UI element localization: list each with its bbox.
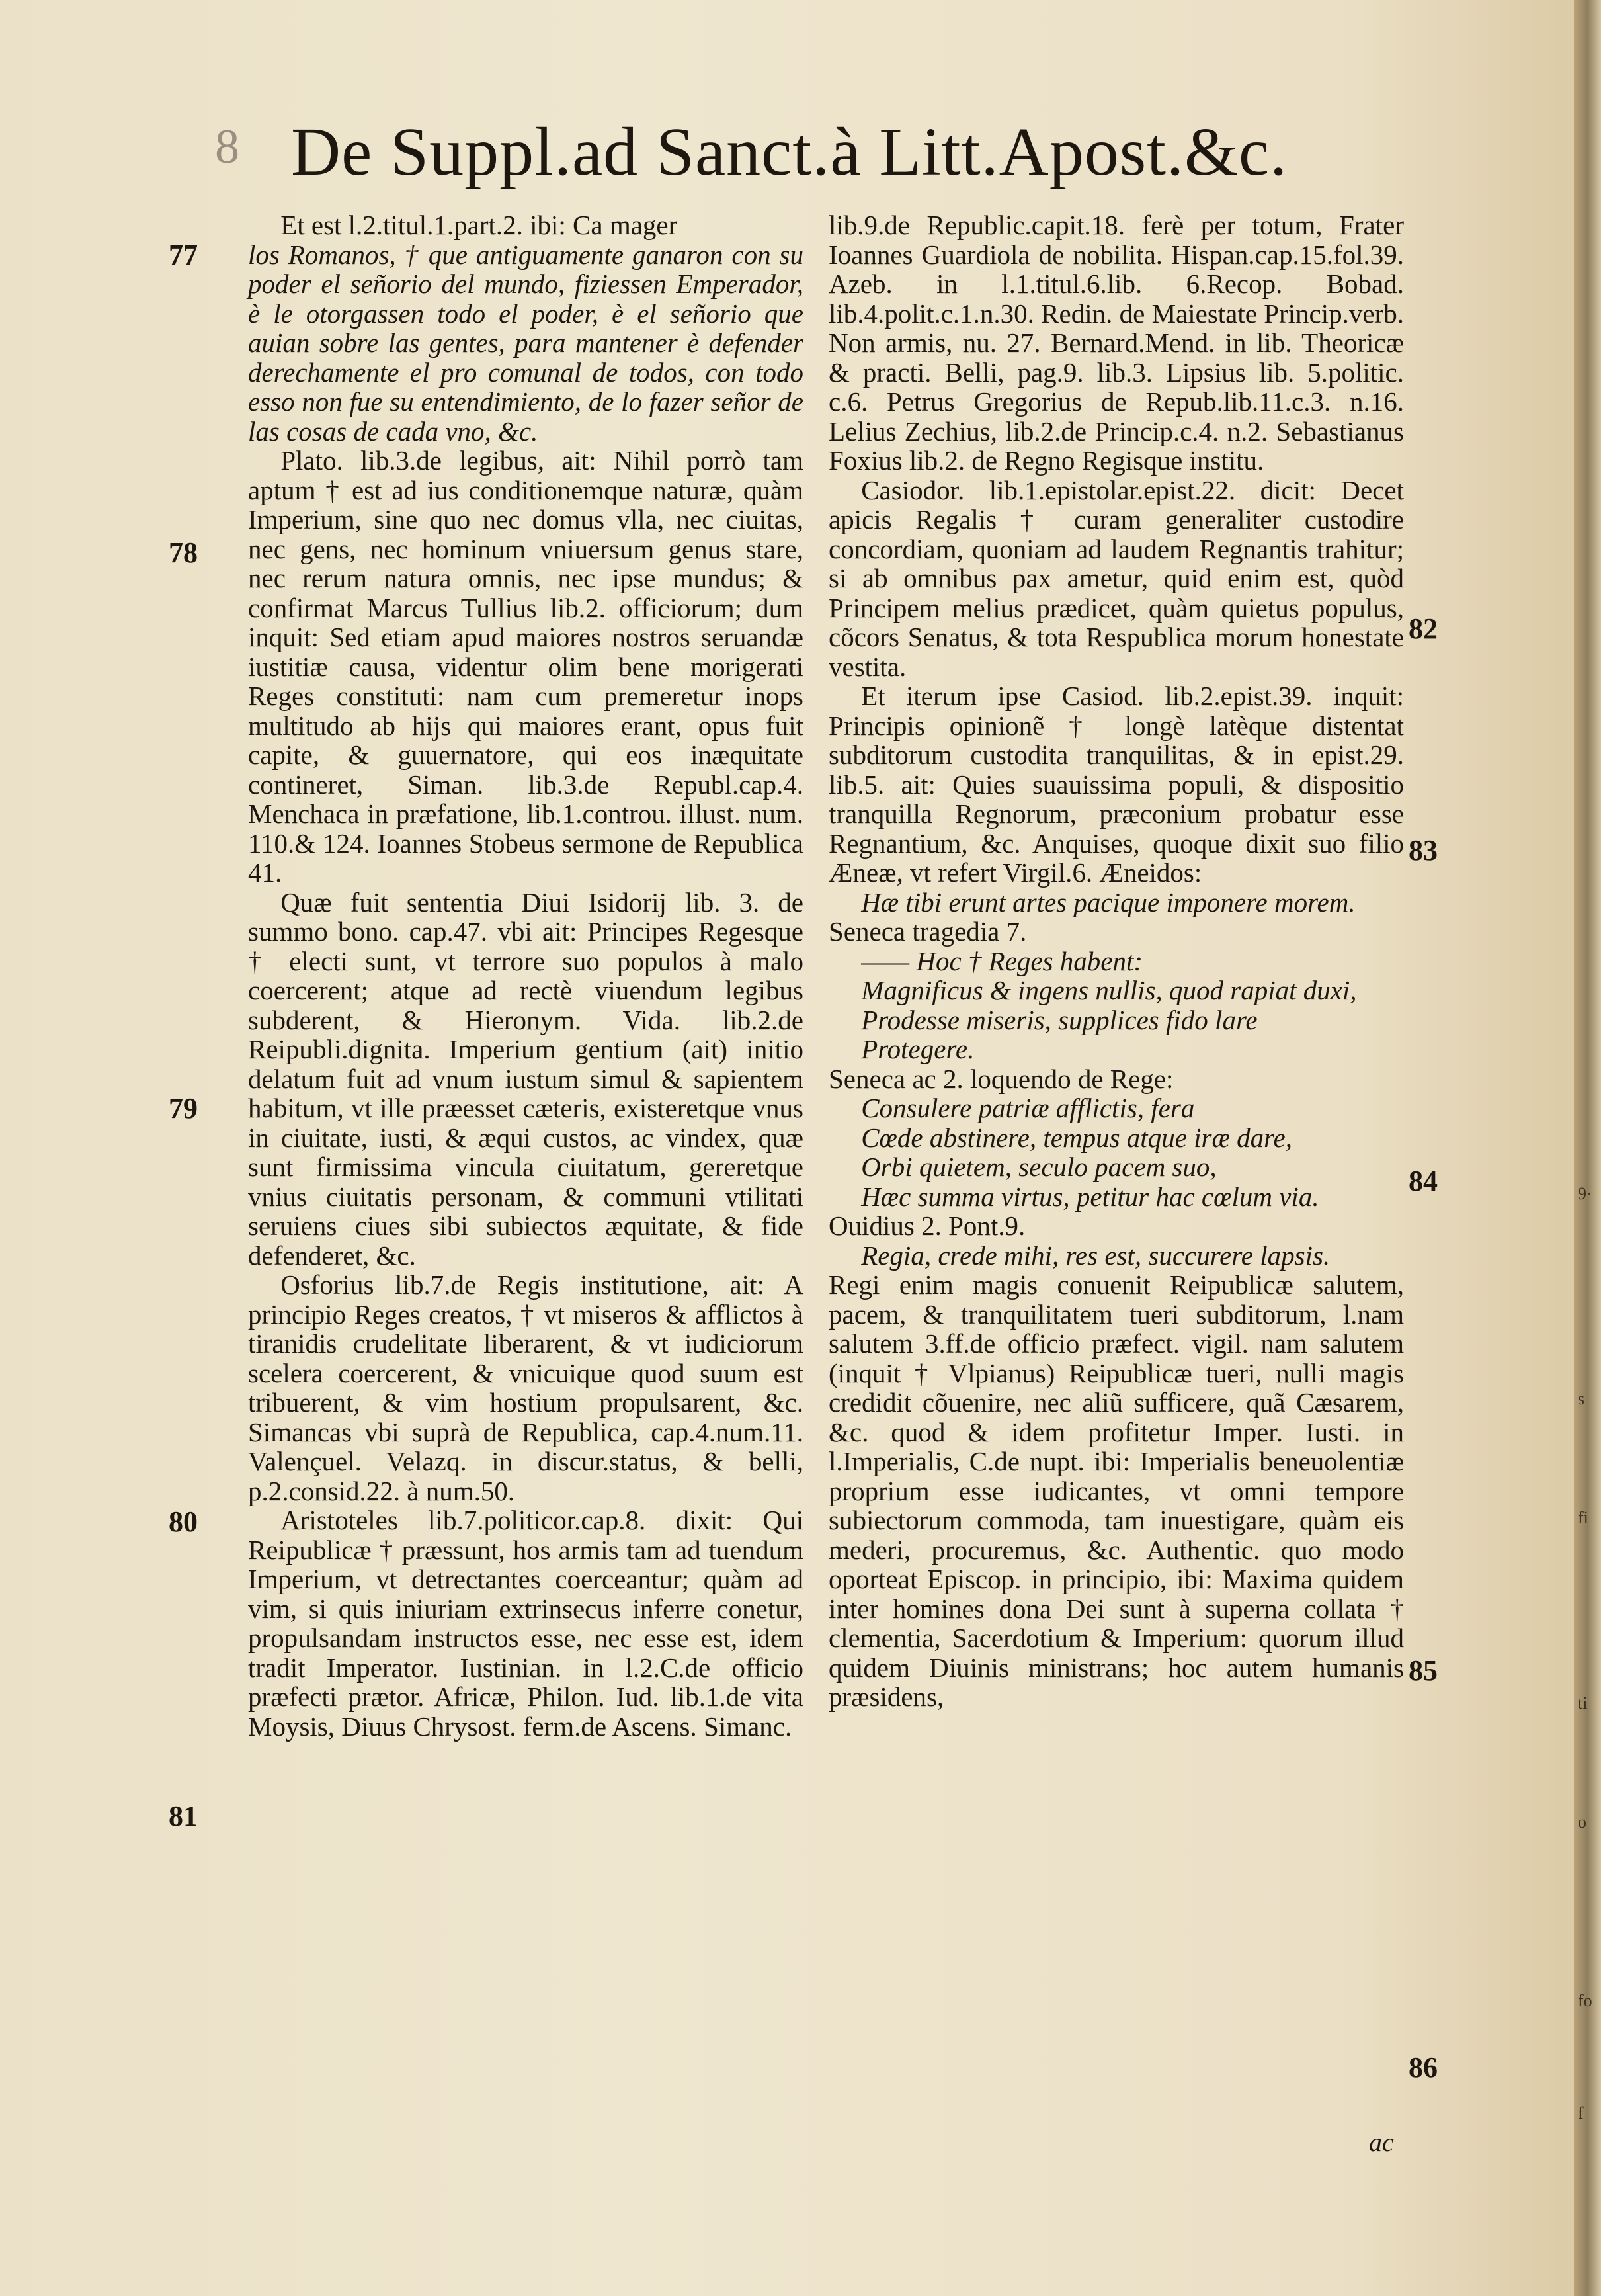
verse-line: Cœde abstinere, tempus atque iræ dare, — [861, 1122, 1292, 1153]
margin-number: 80 — [169, 1506, 198, 1538]
margin-number: 82 — [1409, 613, 1438, 645]
verse-line: Hæc summa virtus, petitur hac cœlum via. — [861, 1181, 1319, 1212]
verse-line: Prodesse miseris, supplices fido lare — [861, 1004, 1258, 1035]
citation: Seneca tragedia 7. — [829, 916, 1027, 947]
edge-fragment: ti — [1578, 1693, 1588, 1713]
paragraph: Et est l.2.titul.1.part.2. ibi: Ca mager — [280, 210, 678, 240]
running-header — [198, 112, 1309, 198]
margin-number: 79 — [169, 1092, 198, 1125]
verse-line: Orbi quietem, seculo pacem suo, — [861, 1152, 1217, 1182]
margin-number: 86 — [1409, 2051, 1438, 2084]
citation: Ouidius 2. Pont.9. — [829, 1211, 1026, 1241]
adjacent-page-edge — [1574, 0, 1601, 2296]
paragraph: Plato. lib.3.de legibus, ait: Nihil porrò tam aptum † est ad ius conditionemque naturæ, quàm Imperium, sine quo nec domus vlla, nec ciuitas, nec gens, nec hominum vniuersum genus stare, nec rerum natura omnis, nec ipse mundus; & confirmat Marcus Tullius lib.2. officiorum; dum inquit: Sed etiam apud maiores nostros seruandæ iustitiæ causa, videntur olim bene morigerati Reges constituti: nam cum premeretur inops multitudo ab hijs qui maiores erant, opus fuit capite, & guuernatore, qui eos inæquitate contineret, Siman. lib.3.de Republ.cap.4. Menchaca in præfatione, lib.1.controu. illust. num. 110.& 124. Ioannes Stobeus sermone de Republica 41. — [248, 445, 803, 888]
verse-line: Hæ tibi erunt artes pacique imponere morem. — [861, 886, 1356, 917]
margin-number: 77 — [169, 239, 198, 271]
catchword: ac — [1369, 2127, 1394, 2157]
margin-number: 84 — [1409, 1165, 1438, 1197]
edge-fragment: f — [1578, 2104, 1584, 2123]
edge-fragment: s — [1578, 1389, 1585, 1408]
paragraph: Quæ fuit sententia Diui Isidorij lib. 3. de summo bono. cap.47. vbi ait: Principes Regesque † electi sunt, vt terrore suo populos à malo coercerent; atque ad rectè viuendum legibus subderent, & Hieronym. Vida. lib.2.de Reipubli.dignita. Imperium gentium (ait) initio delatum fuit ad vnum iustum simul & sapientem habitum, vt ille præesset cæteris, existeretque vnus in ciuitate, iusti, & æqui custos, ac vindex, quæ sunt firmissima vincula ciuitatum, gereretque vnius ciuitatis personam, & communi vtilitati seruiens ciues sibi subiectos æquitate, & fide defenderet, &c. — [248, 886, 803, 1271]
paragraph: Casiodor. lib.1.epistolar.epist.22. dicit: Decet apicis Regalis † curam generaliter custodire concordiam, quoniam ad laudem Regnantis trahitur; si ab omnibus pax ametur, quid enim est, quòd Principem melius prædicet, quàm quietus populus, cõcors Senatus, & tota Respublica morum honestate vestita. — [829, 474, 1404, 682]
paragraph: lib.9.de Republic.capit.18. ferè per totum, Frater Ioannes Guardiola de nobilita. Hispan.cap.15.fol.39. Azeb. in l.1.titul.6.lib. 6.Recop. Bobad. lib.4.polit.c.1.n.30. Redin. de Maiestate Princip.verb. Non armis, nu. 27. Bernard.Mend. in lib. Theoricæ & practi. Belli, pag.9. lib.3. Lipsius lib. 5.politic. c.6. Petrus Gregorius de Repub.lib.11.c.3. n.16. Lelius Zechius, lib.2.de Princip.c.4. n.2. Sebastianus Foxius lib.2. de Regno Regisque institu. — [829, 210, 1404, 476]
paragraph: Aristoteles lib.7.politicor.cap.8. dixit: Qui Reipublicæ † præssunt, hos armis tam ad tuendum Imperium, vt detrectantes coerceantur; quàm ad vim, si quis iniuriam extrinsecus inferre conetur, propulsandam instructos esse, nec esse est, idem tradit Imperator. Iustinian. in l.2.C.de officio præfecti prætor. Africæ, Philon. Iud. lib.1.de vita Moysis, Diuus Chrysost. ferm.de Ascens. Simanc. — [248, 1505, 803, 1742]
edge-fragment: o — [1578, 1812, 1586, 1832]
verse-line: Consulere patriæ afflictis, fera — [861, 1093, 1195, 1123]
verse-line: Protegere. — [861, 1034, 975, 1064]
right-column — [829, 210, 1404, 1712]
edge-fragment: 9· — [1578, 1184, 1592, 1203]
folio-number: 8 — [215, 120, 239, 174]
verse-line: —— Hoc † Reges habent: — [861, 945, 1143, 976]
margin-number: 81 — [169, 1800, 198, 1832]
paragraph: Et iterum ipse Casiod. lib.2.epist.39. inquit: Principis opinionẽ † longè latèque distentat subditorum custodita tranquilitas, & in epist.29. lib.5. ait: Quies suauissima populi, & dispositio tranquilla Regnorum, præconium probatur esse Regnantium, &c. Anquises, quoque dixit suo filio Æneæ, vt refert Virgil.6. Æneidos: — [829, 681, 1404, 888]
left-column — [248, 210, 803, 1741]
verse-line: Regia, crede mihi, res est, succurere lapsis. — [861, 1240, 1331, 1271]
running-title: De Suppl.ad Sanct.à Litt.Apost.&c. — [291, 114, 1288, 190]
edge-fragment: fo — [1578, 1991, 1592, 2010]
margin-number: 85 — [1409, 1654, 1438, 1687]
paragraph: los Romanos, † que antiguamente ganaron con su poder el señorio del mundo, fiziessen Emperador, è le otorgassen todo el poder, è el señorio que auian sobre las gentes, para mantener è defender derechamente el pro comunal de todos, con todo esso non fue su entendimiento, de lo fazer señor de las cosas de cada vno, &c. — [248, 239, 803, 446]
citation: Seneca ac 2. loquendo de Rege: — [829, 1063, 1174, 1094]
edge-fragment: fi — [1578, 1508, 1588, 1527]
paragraph: Regi enim magis conuenit Reipublicæ salutem, pacem, & tranquilitatem tueri subditorum, l.nam salutem 3.ff.de officio præfect. vigil. nam salutem (inquit † Vlpianus) Reipublicæ tueri, nulli magis credidit cõuenire, nec aliũ sufficere, quã Cæsarem, &c. quod & idem profitetur Imper. Iusti. in l.Imperialis, C.de nupt. ibi: Imperialis beneuolentiæ proprium esse iudicantes, vt omni tempore subiectorum commoda, tam inuestigare, quàm eis mederi, procuremus, &c. Authentic. quo modo oporteat Episcop. in principio, ibi: Maxima quidem inter homines dona Dei sunt à superna collata † clementia, Sacerdotium & Imperium: quorum illud quidem Diuinis ministrans; hoc autem humanis præsidens, — [829, 1269, 1404, 1712]
margin-number: 78 — [169, 536, 198, 569]
verse-line: Magnificus & ingens nullis, quod rapiat duxi, — [861, 975, 1357, 1005]
margin-number: 83 — [1409, 834, 1438, 867]
paragraph: Osforius lib.7.de Regis institutione, ait: A principio Reges creatos, † vt miseros & afflictos à tiranidis crudelitate liberarent, & vt iudiciorum scelera coercerent, & vnicuique quod suum est tribuerent, & vim hostium propulsarent, &c. Simancas vbi suprà de Republica, cap.4.num.11. Valençuel. Velazq. in discur.status, & belli, p.2.consid.22. à num.50. — [248, 1269, 803, 1506]
